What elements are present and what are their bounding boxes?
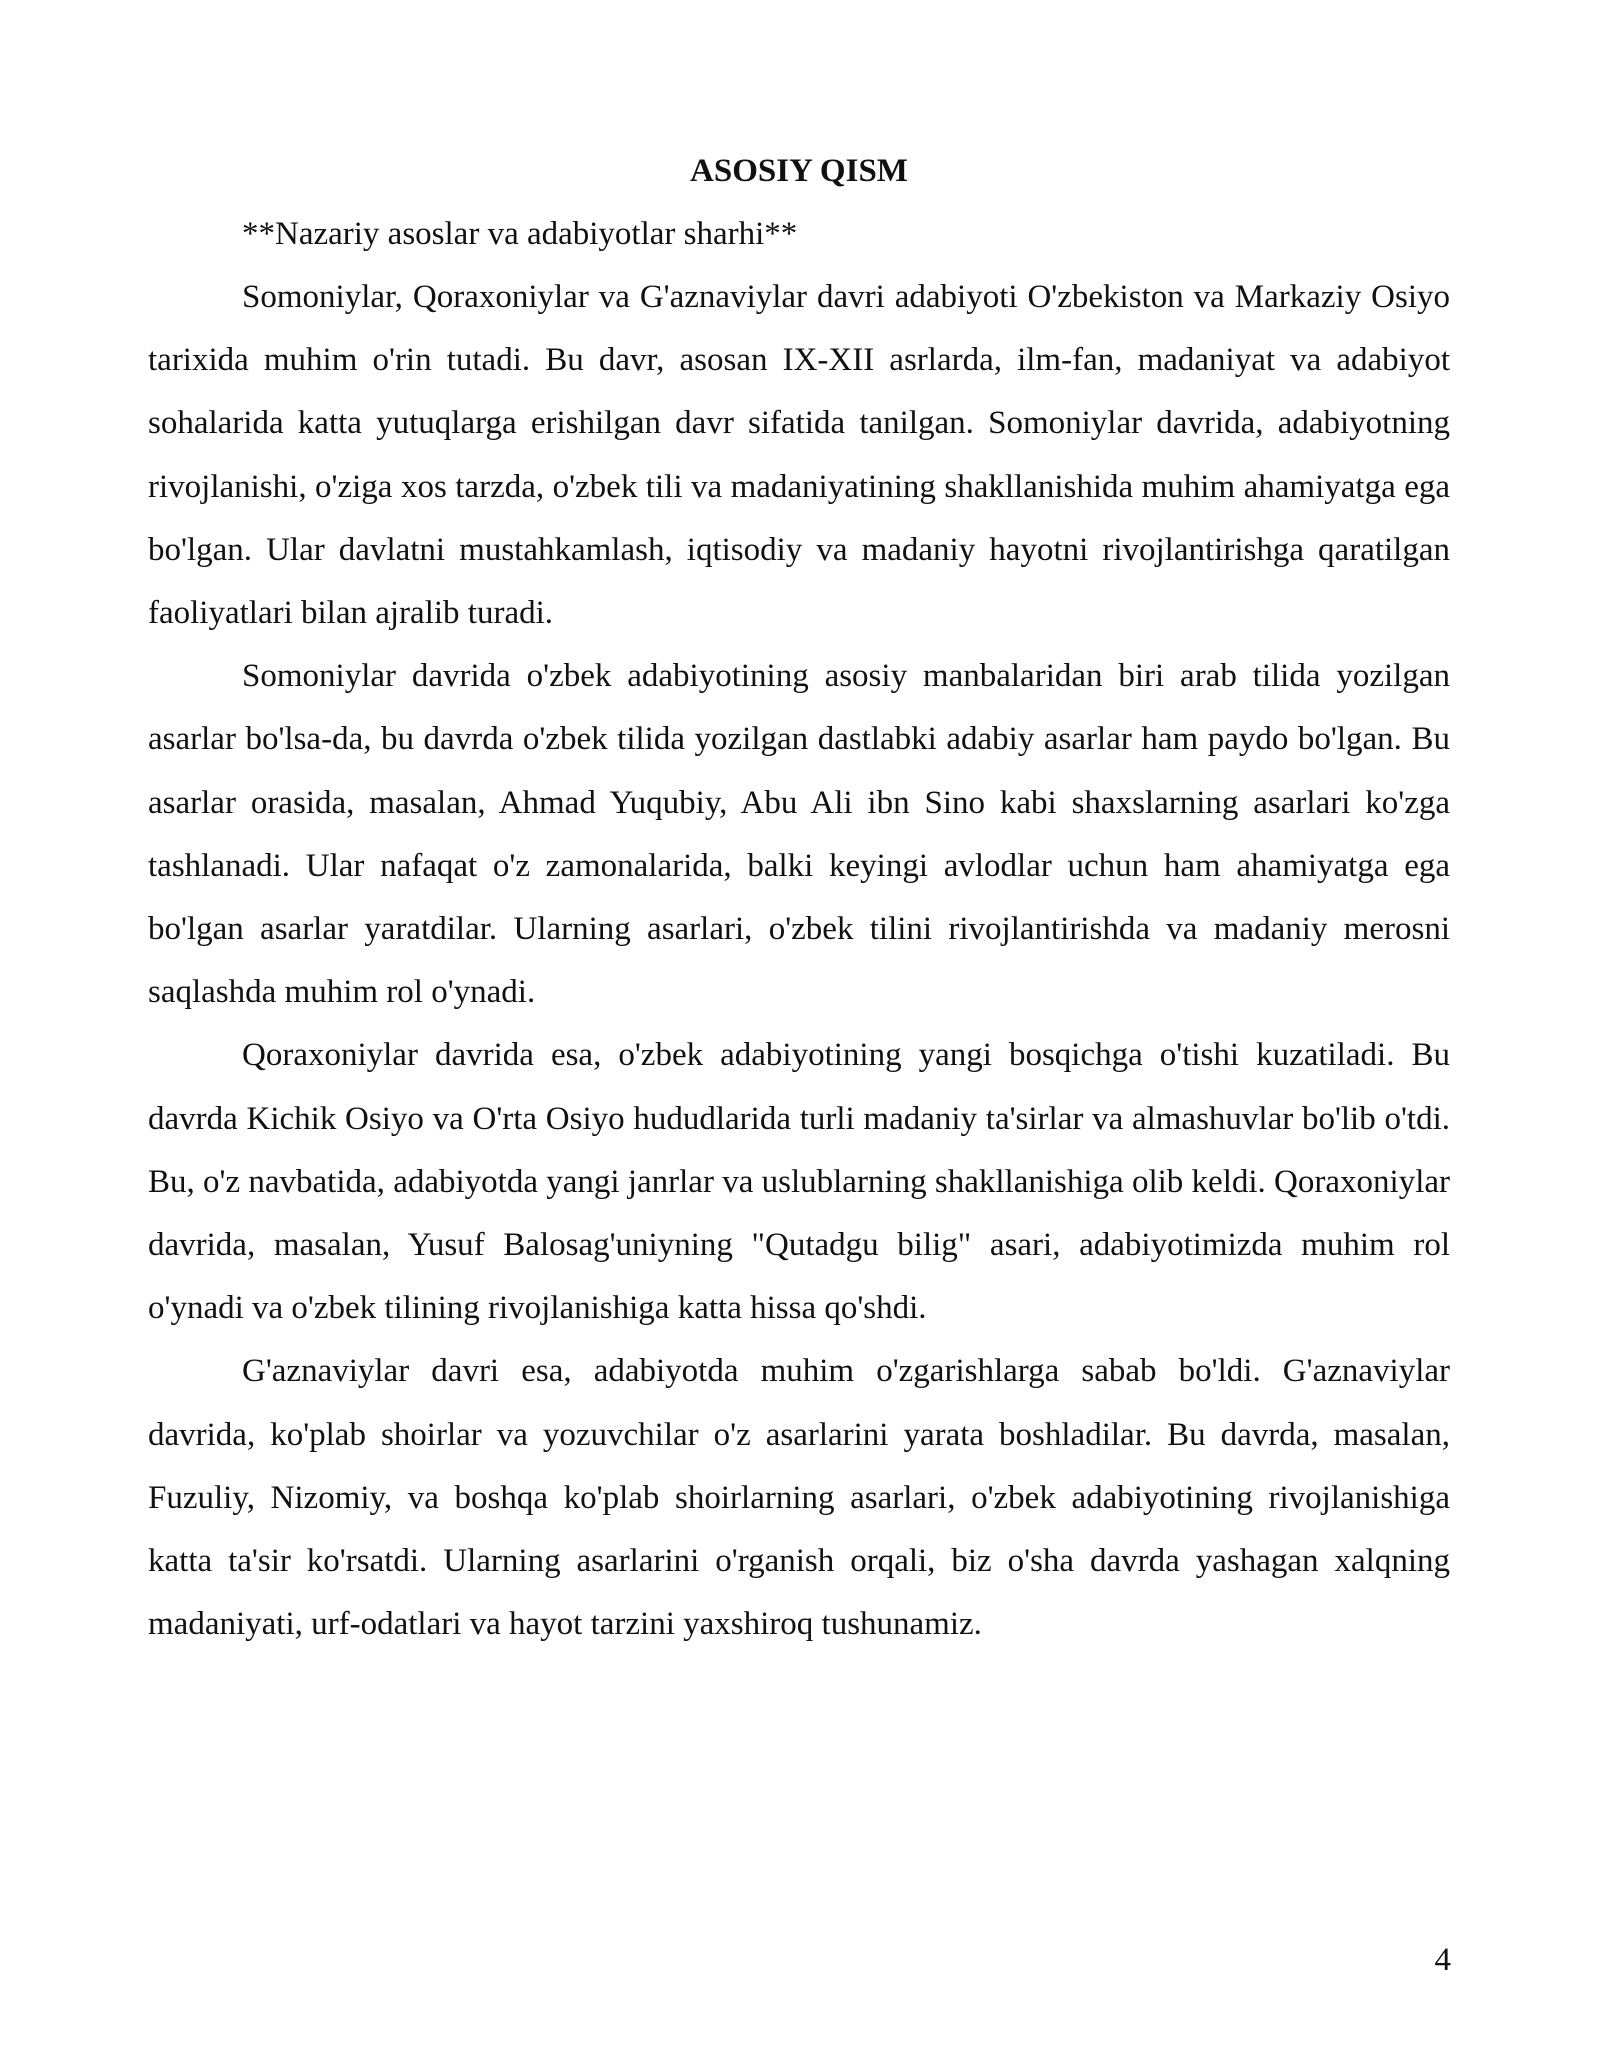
page-number: 4 <box>1434 1942 1451 1978</box>
section-title: ASOSIY QISM <box>690 153 908 189</box>
paragraph: Somoniylar, Qoraxoniylar va G'aznaviylar davri adabiyoti O'zbekiston va Markaziy Osiyo tarixida muhim o'rin tutadi. Bu davr, asosan IX-XII asrlarda, ilm-fan, madaniyat va adabiyot sohalarida katta yutuqlarga erishilgan davr sifatida tanilgan. Somoniylar davrida, adabiyotning rivojlanishi, o'ziga xos tarzda, o'zbek tili va madaniyatining shakllanishida muhim ahamiyatga ega bo'lgan. Ular davlatni mustahkamlash, iqtisodiy va madaniy hayotni rivojlantirishga qaratilgan faoliyatlari bilan ajralib turadi. <box>148 279 1450 632</box>
paragraph: Somoniylar davrida o'zbek adabiyotining asosiy manbalaridan biri arab tilida yozilgan asarlar bo'lsa-da, bu davrda o'zbek tilida yozilgan dastlabki adabiy asarlar ham paydo bo'lgan. Bu asarlar orasida, masalan, Ahmad Yuqubiy, Abu Ali ibn Sino kabi shaxslarning asarlari ko'zga tashlanadi. Ular nafaqat o'z zamonalarida, balki keyingi avlodlar uchun ham ahamiyatga ega bo'lgan asarlar yaratdilar. Ularning asarlari, o'zbek tilini rivojlantirishda va madaniy merosni saqlashda muhim rol o'ynadi. <box>148 658 1450 1011</box>
section-subtitle: **Nazariy asoslar va adabiyotlar sharhi** <box>242 216 798 252</box>
page-content <box>148 140 1450 1656</box>
paragraph: G'aznaviylar davri esa, adabiyotda muhim o'zgarishlarga sabab bo'ldi. G'aznaviylar davrida, ko'plab shoirlar va yozuvchilar o'z asarlarini yarata boshladilar. Bu davrda, masalan, Fuzuliy, Nizomiy, va boshqa ko'plab shoirlarning asarlari, o'zbek adabiyotining rivojlanishiga katta ta'sir ko'rsatdi. Ularning asarlarini o'rganish orqali, biz o'sha davrda yashagan xalqning madaniyati, urf-odatlari va hayot tarzini yaxshiroq tushunamiz. <box>148 1353 1450 1643</box>
paragraph: Qoraxoniylar davrida esa, o'zbek adabiyotining yangi bosqichga o'tishi kuzatiladi. Bu davrda Kichik Osiyo va O'rta Osiyo hududlarida turli madaniy ta'sirlar va almashuvlar bo'lib o'tdi. Bu, o'z navbatida, adabiyotda yangi janrlar va uslublarning shakllanishiga olib keldi. Qoraxoniylar davrida, masalan, Yusuf Balosag'uniyning "Qutadgu bilig" asari, adabiyotimizda muhim rol o'ynadi va o'zbek tilining rivojlanishiga katta hissa qo'shdi. <box>148 1037 1450 1327</box>
